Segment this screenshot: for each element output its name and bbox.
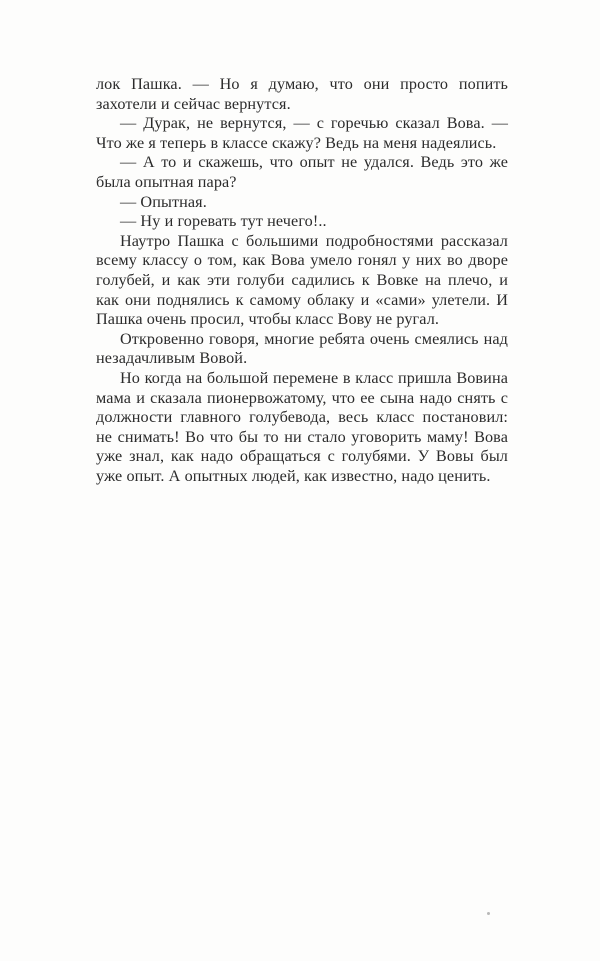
paragraph-narration: Откровенно говоря, многие ребята очень смеялись над незадачливым Вовой. xyxy=(96,329,508,368)
paragraph-dialogue: — Дурак, не вернутся, — с горечью сказал Вова. — Что же я теперь в классе скажу? Ведь на меня надеялись. xyxy=(96,114,508,152)
paragraph-narration: Наутро Пашка с большими подробностями рассказал всему классу о том, как Вова умело гонял у них во дворе голубей, и как эти голуби садились к Вовке на плечо, и как они поднялись к самому облаку и «сами» улетели. И Пашка очень просил, чтобы класс Вову не ругал. xyxy=(96,231,508,329)
paragraph-continued: лок Пашка. — Но я думаю, что они просто попить захотели и сейчас вернутся. xyxy=(96,75,508,113)
page-text xyxy=(96,75,508,486)
paragraph-dialogue: — А то и скажешь, что опыт не удался. Ведь это же была опытная пара? xyxy=(96,153,508,191)
paper-speck xyxy=(487,912,490,915)
paragraph-dialogue: — Опытная. xyxy=(120,192,207,211)
paragraph-narration: Но когда на большой перемене в класс пришла Вовина мама и сказала пионервожатому, что ее сына надо снять с должности главного голубевода, весь класс постановил: не снимать! Во что бы то ни стало уговорить маму! Вова уже знал, как надо обращаться с голубями. У Вовы был уже опыт. А опытных людей, как известно, надо ценить. xyxy=(96,368,508,485)
paragraph-dialogue: — Ну и горевать тут нечего!.. xyxy=(120,212,327,231)
